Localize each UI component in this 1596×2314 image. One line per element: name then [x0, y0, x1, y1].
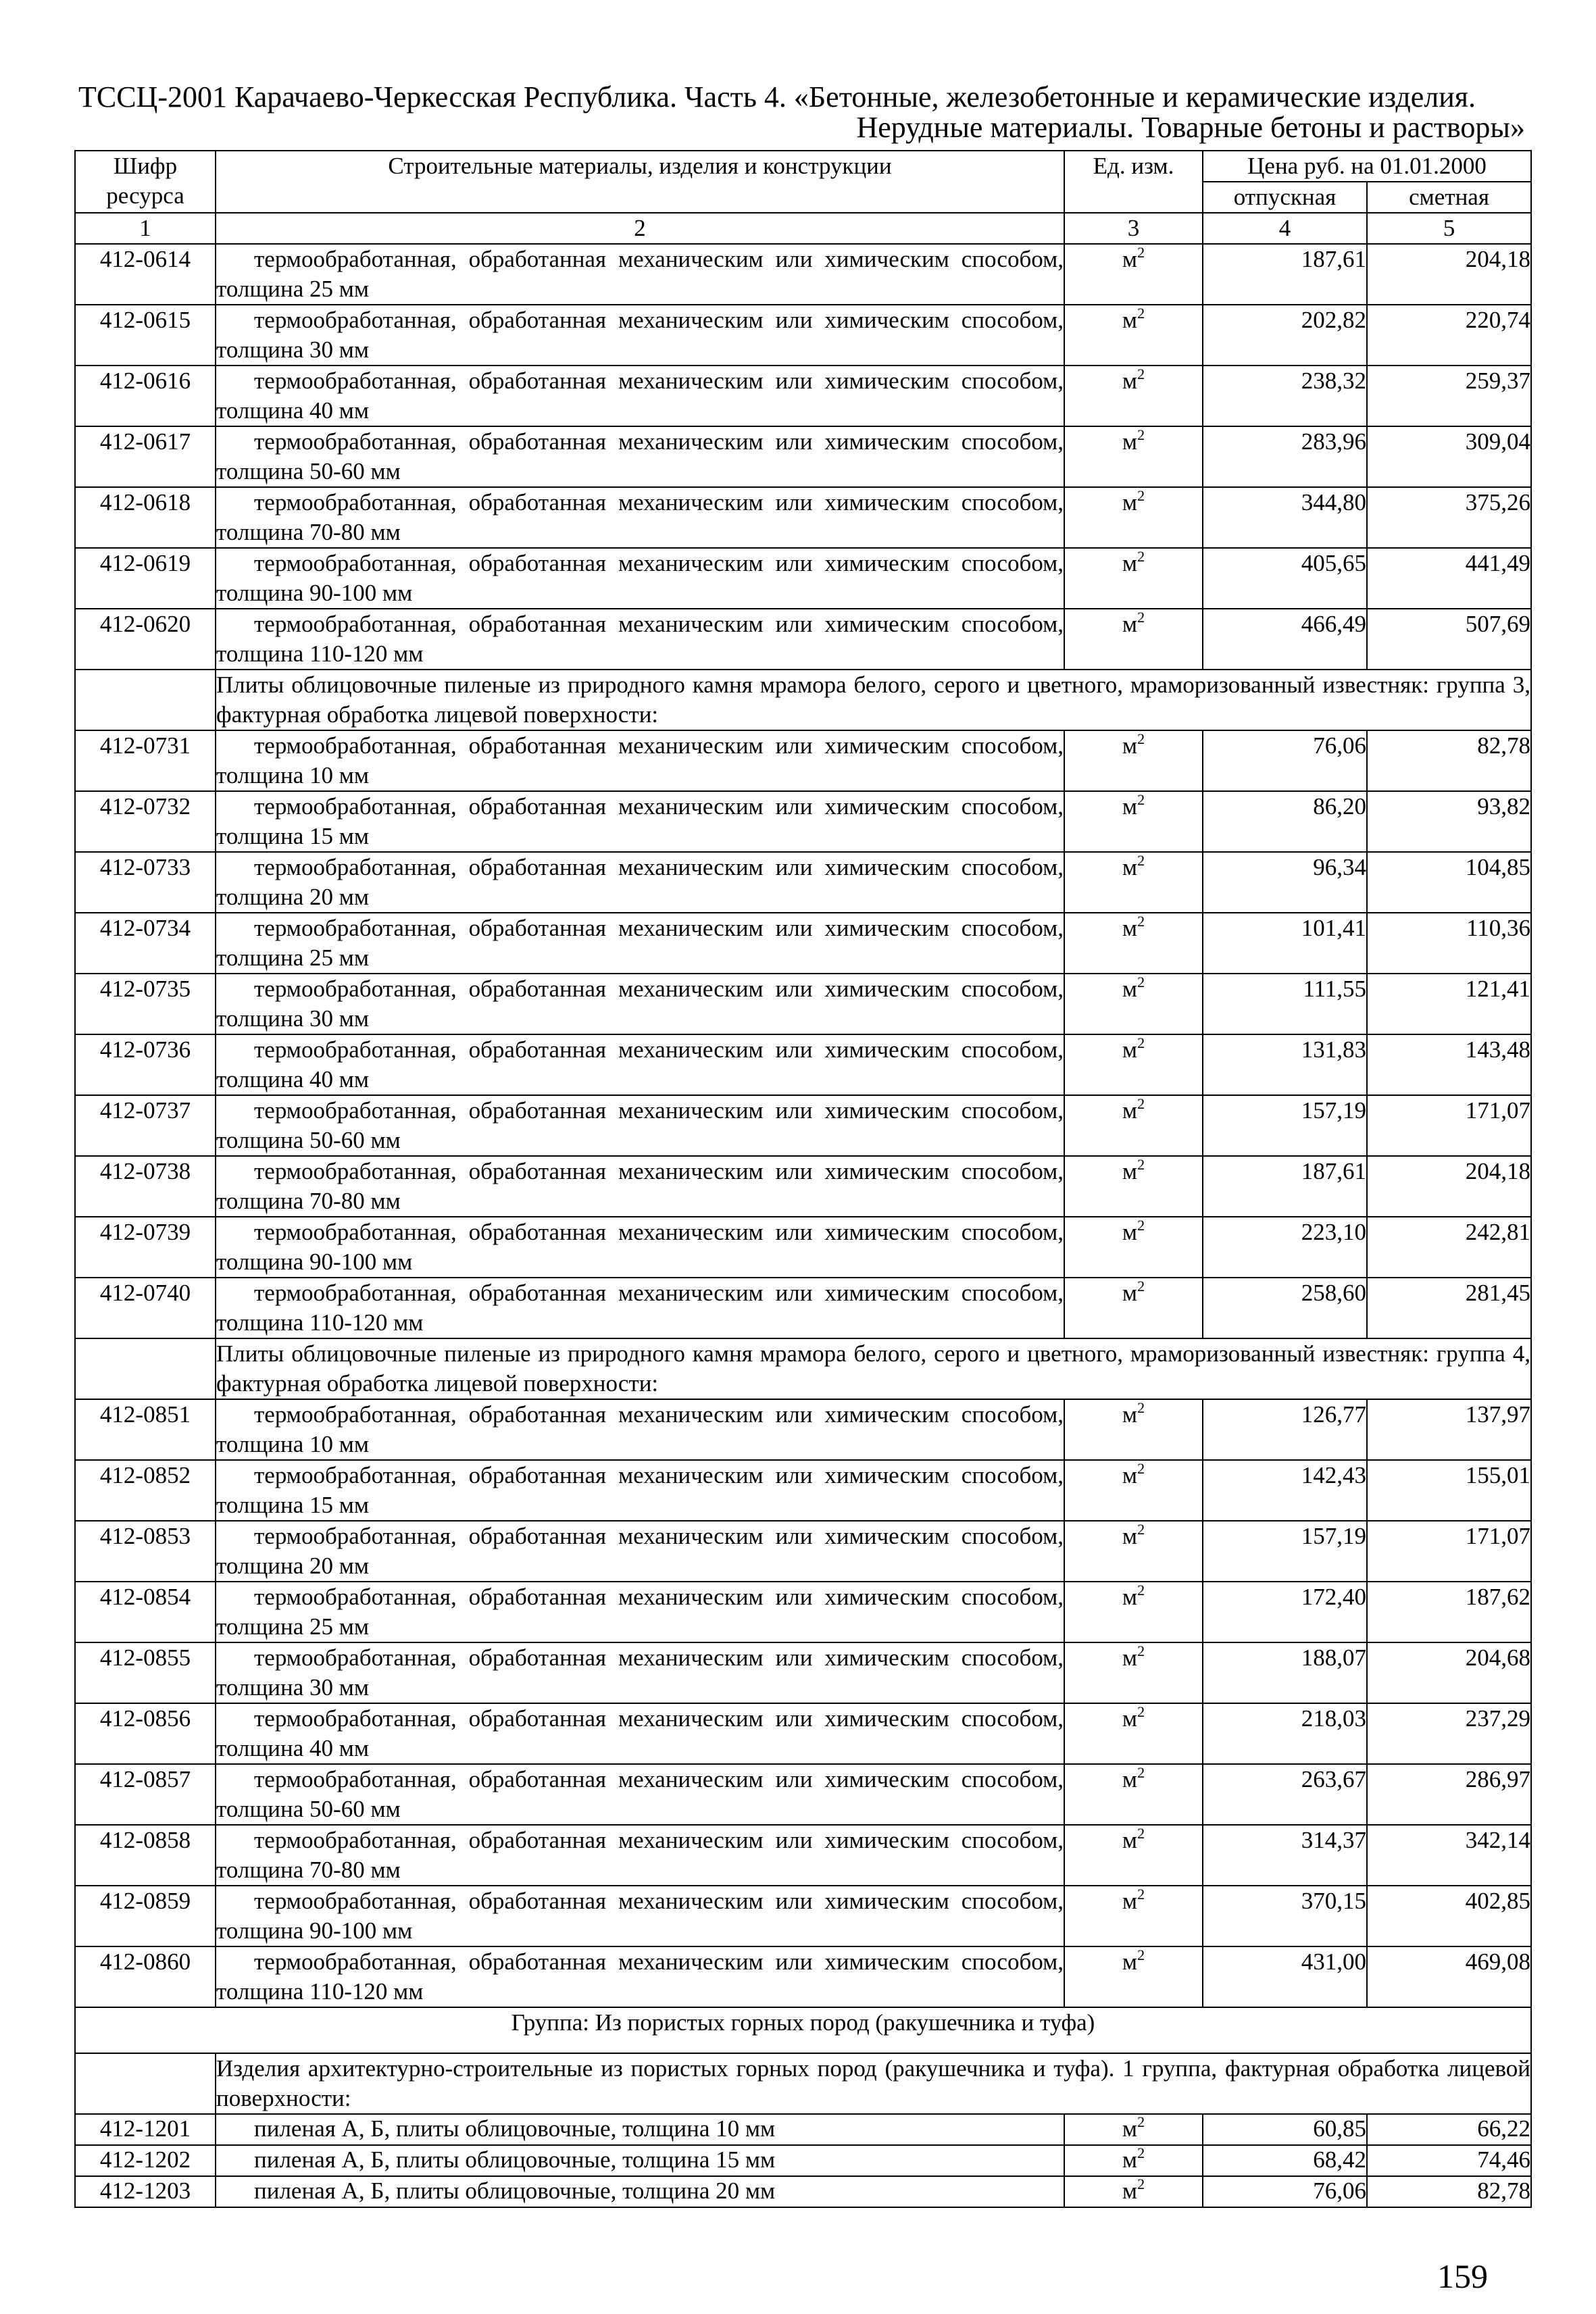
header-price: Цена руб. на 01.01.2000	[1203, 151, 1531, 182]
resource-code: 412-0735	[75, 974, 216, 1034]
estimate-price: 137,97	[1367, 1399, 1531, 1460]
unit-exponent: 2	[1137, 730, 1145, 747]
release-price: 111,55	[1203, 974, 1367, 1034]
table-row	[75, 244, 1531, 305]
table-row	[75, 913, 1531, 974]
unit-text: м	[1122, 2146, 1138, 2173]
item-description	[216, 2114, 1064, 2145]
estimate-price: 187,62	[1367, 1582, 1531, 1642]
estimate-price: 242,81	[1367, 1217, 1531, 1278]
item-description-text: термообработанная, обработанная механическим или химическим способом, толщина 50-60 мм	[216, 428, 1064, 484]
unit-cell	[1064, 1278, 1203, 1338]
unit-text: м	[1122, 489, 1138, 515]
resource-code: 412-0734	[75, 913, 216, 974]
unit-text: м	[1122, 611, 1138, 637]
unit-exponent: 2	[1137, 1703, 1145, 1720]
unit-text: м	[1122, 1705, 1138, 1732]
table-row	[75, 426, 1531, 487]
table-row	[75, 852, 1531, 913]
item-description-text: пиленая А, Б, плиты облицовочные, толщина 10 мм	[254, 2115, 776, 2142]
item-description-text: термообработанная, обработанная механическим или химическим способом, толщина 90-100 мм	[216, 1219, 1064, 1275]
resource-code: 412-0619	[75, 548, 216, 609]
section-row	[75, 670, 1531, 730]
item-description-text: термообработанная, обработанная механическим или химическим способом, толщина 70-80 мм	[216, 1827, 1064, 1883]
resource-code: 412-0858	[75, 1825, 216, 1886]
release-price: 187,61	[1203, 244, 1367, 305]
unit-text: м	[1122, 1158, 1138, 1184]
release-price: 188,07	[1203, 1642, 1367, 1703]
release-price: 157,19	[1203, 1521, 1367, 1582]
unit-cell	[1064, 609, 1203, 670]
item-description-text: термообработанная, обработанная механическим или химическим способом, толщина 10 мм	[216, 732, 1064, 788]
release-price: 86,20	[1203, 791, 1367, 852]
header-name: Строительные материалы, изделия и конструкции	[216, 151, 1064, 213]
unit-cell	[1064, 913, 1203, 974]
estimate-price: 375,26	[1367, 487, 1531, 548]
unit-text: м	[1122, 368, 1138, 394]
unit-text: м	[1122, 915, 1138, 941]
item-description-text: термообработанная, обработанная механическим или химическим способом, толщина 50-60 мм	[216, 1766, 1064, 1822]
col-num-5: 5	[1367, 213, 1531, 244]
item-description-text: термообработанная, обработанная механическим или химическим способом, толщина 70-80 мм	[216, 489, 1064, 545]
estimate-price: 507,69	[1367, 609, 1531, 670]
unit-cell	[1064, 1886, 1203, 1946]
col-num-4: 4	[1203, 213, 1367, 244]
item-description	[216, 487, 1064, 548]
unit-text: м	[1122, 1462, 1138, 1488]
release-price: 187,61	[1203, 1156, 1367, 1217]
unit-cell	[1064, 548, 1203, 609]
item-description-text: термообработанная, обработанная механическим или химическим способом, толщина 30 мм	[216, 307, 1064, 363]
unit-text: м	[1122, 1644, 1138, 1671]
unit-cell	[1064, 1703, 1203, 1764]
unit-text: м	[1122, 1766, 1138, 1792]
unit-text: м	[1122, 2178, 1138, 2204]
item-description	[216, 1399, 1064, 1460]
item-description-text: термообработанная, обработанная механическим или химическим способом, толщина 30 мм	[216, 1644, 1064, 1701]
resource-code: 412-0740	[75, 1278, 216, 1338]
unit-exponent: 2	[1137, 426, 1145, 443]
document-header-line1: ТССЦ-2001 Карачаево-Черкесская Республика. Часть 4. «Бетонные, железобетонные и керамические изделия.	[78, 80, 1476, 114]
release-price: 218,03	[1203, 1703, 1367, 1764]
resource-code: 412-0854	[75, 1582, 216, 1642]
unit-text: м	[1122, 550, 1138, 576]
resource-code: 412-0616	[75, 366, 216, 426]
resource-code: 412-0857	[75, 1764, 216, 1825]
unit-exponent: 2	[1137, 852, 1145, 869]
col-num-3: 3	[1064, 213, 1203, 244]
unit-exponent: 2	[1137, 244, 1145, 261]
estimate-price: 441,49	[1367, 548, 1531, 609]
item-description	[216, 1946, 1064, 2007]
estimate-price: 171,07	[1367, 1521, 1531, 1582]
item-description-text: термообработанная, обработанная механическим или химическим способом, толщина 40 мм	[216, 1036, 1064, 1092]
table-row	[75, 1582, 1531, 1642]
unit-text: м	[1122, 793, 1138, 820]
estimate-price: 309,04	[1367, 426, 1531, 487]
estimate-price: 220,74	[1367, 305, 1531, 366]
item-description	[216, 1642, 1064, 1703]
table-row	[75, 1095, 1531, 1156]
item-description	[216, 1886, 1064, 1946]
release-price: 126,77	[1203, 1399, 1367, 1460]
estimate-price: 74,46	[1367, 2145, 1531, 2176]
resource-code: 412-0860	[75, 1946, 216, 2007]
item-description-text: термообработанная, обработанная механическим или химическим способом, толщина 50-60 мм	[216, 1097, 1064, 1153]
unit-text: м	[1122, 1219, 1138, 1245]
item-description-text: термообработанная, обработанная механическим или химическим способом, толщина 70-80 мм	[216, 1158, 1064, 1214]
unit-text: м	[1122, 428, 1138, 455]
unit-exponent: 2	[1137, 1399, 1145, 1416]
item-description	[216, 730, 1064, 791]
item-description	[216, 548, 1064, 609]
item-description	[216, 2145, 1064, 2176]
item-description	[216, 1278, 1064, 1338]
resource-code: 412-0736	[75, 1034, 216, 1095]
release-price: 405,65	[1203, 548, 1367, 609]
item-description	[216, 244, 1064, 305]
item-description	[216, 1703, 1064, 1764]
item-description-text: пиленая А, Б, плиты облицовочные, толщина 15 мм	[254, 2146, 776, 2173]
resource-code: 412-0732	[75, 791, 216, 852]
unit-cell	[1064, 1460, 1203, 1521]
group-title: Группа: Из пористых горных пород (ракушечника и туфа)	[75, 2007, 1531, 2053]
item-description-text: термообработанная, обработанная механическим или химическим способом, толщина 25 мм	[216, 246, 1064, 302]
unit-text: м	[1122, 2115, 1138, 2142]
unit-cell	[1064, 305, 1203, 366]
section-heading: Изделия архитектурно-строительные из пористых горных пород (ракушечника и туфа). 1 группа, фактурная обработка лицевой поверхности:	[216, 2053, 1531, 2114]
header-unit: Ед. изм.	[1064, 151, 1203, 213]
unit-cell	[1064, 244, 1203, 305]
resource-code: 412-0615	[75, 305, 216, 366]
unit-exponent: 2	[1137, 1460, 1145, 1477]
item-description-text: термообработанная, обработанная механическим или химическим способом, толщина 20 мм	[216, 1523, 1064, 1579]
release-price: 466,49	[1203, 609, 1367, 670]
unit-text: м	[1122, 1280, 1138, 1306]
unit-cell	[1064, 426, 1203, 487]
release-price: 76,06	[1203, 730, 1367, 791]
resource-code: 412-0733	[75, 852, 216, 913]
table-row	[75, 548, 1531, 609]
unit-exponent: 2	[1137, 1278, 1145, 1294]
unit-exponent: 2	[1137, 1946, 1145, 1963]
resource-code: 412-1202	[75, 2145, 216, 2176]
release-price: 68,42	[1203, 2145, 1367, 2176]
table-row	[75, 2145, 1531, 2176]
estimate-price: 204,68	[1367, 1642, 1531, 1703]
release-price: 157,19	[1203, 1095, 1367, 1156]
item-description	[216, 913, 1064, 974]
table-row	[75, 1642, 1531, 1703]
section-row	[75, 1338, 1531, 1399]
unit-cell	[1064, 1825, 1203, 1886]
resource-code: 412-0859	[75, 1886, 216, 1946]
section-spacer	[75, 2053, 216, 2114]
table-row	[75, 1825, 1531, 1886]
unit-exponent: 2	[1137, 913, 1145, 930]
estimate-price: 121,41	[1367, 974, 1531, 1034]
unit-text: м	[1122, 1948, 1138, 1975]
item-description	[216, 1764, 1064, 1825]
estimate-price: 171,07	[1367, 1095, 1531, 1156]
unit-text: м	[1122, 1827, 1138, 1853]
table-row	[75, 2176, 1531, 2207]
resource-code: 412-0737	[75, 1095, 216, 1156]
unit-exponent: 2	[1137, 1034, 1145, 1051]
item-description	[216, 2176, 1064, 2207]
resource-code: 412-0851	[75, 1399, 216, 1460]
estimate-price: 237,29	[1367, 1703, 1531, 1764]
item-description	[216, 1825, 1064, 1886]
estimate-price: 104,85	[1367, 852, 1531, 913]
item-description	[216, 366, 1064, 426]
release-price: 172,40	[1203, 1582, 1367, 1642]
unit-text: м	[1122, 854, 1138, 880]
release-price: 76,06	[1203, 2176, 1367, 2207]
table-row	[75, 1217, 1531, 1278]
unit-exponent: 2	[1137, 366, 1145, 382]
release-price: 258,60	[1203, 1278, 1367, 1338]
unit-exponent: 2	[1137, 1095, 1145, 1112]
resource-code: 412-0731	[75, 730, 216, 791]
table-row	[75, 609, 1531, 670]
table-row	[75, 974, 1531, 1034]
estimate-price: 93,82	[1367, 791, 1531, 852]
header-estimate: сметная	[1367, 182, 1531, 213]
item-description	[216, 426, 1064, 487]
unit-text: м	[1122, 246, 1138, 272]
table-header-row	[75, 151, 1531, 182]
table-row	[75, 305, 1531, 366]
unit-cell	[1064, 366, 1203, 426]
unit-cell	[1064, 1034, 1203, 1095]
unit-exponent: 2	[1137, 2175, 1145, 2192]
unit-cell	[1064, 1095, 1203, 1156]
release-price: 431,00	[1203, 1946, 1367, 2007]
table-row	[75, 1703, 1531, 1764]
unit-cell	[1064, 1582, 1203, 1642]
resource-code: 412-0617	[75, 426, 216, 487]
release-price: 101,41	[1203, 913, 1367, 974]
table-row	[75, 1399, 1531, 1460]
estimate-price: 110,36	[1367, 913, 1531, 974]
table-row	[75, 487, 1531, 548]
resource-code: 412-0618	[75, 487, 216, 548]
section-spacer	[75, 1338, 216, 1399]
resource-code: 412-0739	[75, 1217, 216, 1278]
table-row	[75, 1460, 1531, 1521]
unit-exponent: 2	[1137, 487, 1145, 504]
unit-exponent: 2	[1137, 1582, 1145, 1599]
unit-exponent: 2	[1137, 2144, 1145, 2161]
unit-text: м	[1122, 976, 1138, 1002]
table-row	[75, 730, 1531, 791]
unit-cell	[1064, 2176, 1203, 2207]
item-description-text: термообработанная, обработанная механическим или химическим способом, толщина 15 мм	[216, 1462, 1064, 1518]
release-price: 202,82	[1203, 305, 1367, 366]
resource-code: 412-0620	[75, 609, 216, 670]
table-row	[75, 1946, 1531, 2007]
unit-exponent: 2	[1137, 305, 1145, 322]
item-description	[216, 791, 1064, 852]
price-table	[74, 150, 1532, 2208]
unit-cell	[1064, 1521, 1203, 1582]
item-description	[216, 1460, 1064, 1521]
item-description	[216, 305, 1064, 366]
resource-code: 412-0738	[75, 1156, 216, 1217]
release-price: 142,43	[1203, 1460, 1367, 1521]
column-number-row	[75, 213, 1531, 244]
estimate-price: 204,18	[1367, 244, 1531, 305]
unit-text: м	[1122, 1097, 1138, 1124]
col-num-2: 2	[216, 213, 1064, 244]
release-price: 344,80	[1203, 487, 1367, 548]
release-price: 131,83	[1203, 1034, 1367, 1095]
header-release: отпускная	[1203, 182, 1367, 213]
unit-exponent: 2	[1137, 791, 1145, 808]
unit-cell	[1064, 852, 1203, 913]
estimate-price: 342,14	[1367, 1825, 1531, 1886]
table-row	[75, 1764, 1531, 1825]
release-price: 283,96	[1203, 426, 1367, 487]
item-description-text: термообработанная, обработанная механическим или химическим способом, толщина 110-120 мм	[216, 611, 1064, 667]
estimate-price: 286,97	[1367, 1764, 1531, 1825]
section-heading: Плиты облицовочные пиленые из природного камня мрамора белого, серого и цветного, мраморизованный известняк: группа 4, фактурная обработка лицевой поверхности:	[216, 1338, 1531, 1399]
release-price: 370,15	[1203, 1886, 1367, 1946]
unit-text: м	[1122, 1888, 1138, 1914]
unit-exponent: 2	[1137, 1886, 1145, 1903]
resource-code: 412-1201	[75, 2114, 216, 2145]
unit-cell	[1064, 1946, 1203, 2007]
unit-exponent: 2	[1137, 1764, 1145, 1781]
release-price: 60,85	[1203, 2114, 1367, 2145]
item-description	[216, 609, 1064, 670]
resource-code: 412-0853	[75, 1521, 216, 1582]
unit-cell	[1064, 1764, 1203, 1825]
estimate-price: 281,45	[1367, 1278, 1531, 1338]
table-row	[75, 1156, 1531, 1217]
release-price: 314,37	[1203, 1825, 1367, 1886]
table-body	[75, 244, 1531, 2207]
section-row	[75, 2053, 1531, 2114]
table-row	[75, 2114, 1531, 2145]
unit-cell	[1064, 791, 1203, 852]
release-price: 96,34	[1203, 852, 1367, 913]
section-spacer	[75, 670, 216, 730]
table-row	[75, 366, 1531, 426]
group-row	[75, 2007, 1531, 2053]
resource-code: 412-0855	[75, 1642, 216, 1703]
item-description-text: термообработанная, обработанная механическим или химическим способом, толщина 90-100 мм	[216, 550, 1064, 606]
header-code: Шифр ресурса	[75, 151, 216, 213]
item-description-text: термообработанная, обработанная механическим или химическим способом, толщина 25 мм	[216, 1584, 1064, 1640]
unit-cell	[1064, 1217, 1203, 1278]
unit-exponent: 2	[1137, 1825, 1145, 1842]
unit-text: м	[1122, 732, 1138, 759]
page-number: 159	[1437, 2257, 1488, 2295]
unit-cell	[1064, 487, 1203, 548]
item-description	[216, 1521, 1064, 1582]
item-description	[216, 1095, 1064, 1156]
estimate-price: 204,18	[1367, 1156, 1531, 1217]
section-heading: Плиты облицовочные пиленые из природного камня мрамора белого, серого и цветного, мраморизованный известняк: группа 3, фактурная обработка лицевой поверхности:	[216, 670, 1531, 730]
item-description	[216, 1156, 1064, 1217]
item-description	[216, 1217, 1064, 1278]
item-description	[216, 1582, 1064, 1642]
resource-code: 412-0614	[75, 244, 216, 305]
unit-cell	[1064, 2145, 1203, 2176]
table-row	[75, 1034, 1531, 1095]
item-description-text: термообработанная, обработанная механическим или химическим способом, толщина 40 мм	[216, 1705, 1064, 1761]
unit-exponent: 2	[1137, 1642, 1145, 1659]
table-row	[75, 1278, 1531, 1338]
item-description-text: термообработанная, обработанная механическим или химическим способом, толщина 25 мм	[216, 915, 1064, 971]
item-description-text: термообработанная, обработанная механическим или химическим способом, толщина 10 мм	[216, 1401, 1064, 1457]
estimate-price: 402,85	[1367, 1886, 1531, 1946]
item-description-text: термообработанная, обработанная механическим или химическим способом, толщина 110-120 мм	[216, 1280, 1064, 1336]
estimate-price: 469,08	[1367, 1946, 1531, 2007]
unit-cell	[1064, 730, 1203, 791]
unit-exponent: 2	[1137, 2113, 1145, 2130]
unit-exponent: 2	[1137, 1521, 1145, 1538]
unit-text: м	[1122, 1401, 1138, 1428]
table-row	[75, 1521, 1531, 1582]
item-description	[216, 852, 1064, 913]
table-row	[75, 1886, 1531, 1946]
item-description-text: термообработанная, обработанная механическим или химическим способом, толщина 15 мм	[216, 793, 1064, 849]
release-price: 238,32	[1203, 366, 1367, 426]
item-description-text: термообработанная, обработанная механическим или химическим способом, толщина 30 мм	[216, 976, 1064, 1032]
unit-text: м	[1122, 307, 1138, 333]
estimate-price: 66,22	[1367, 2114, 1531, 2145]
resource-code: 412-0856	[75, 1703, 216, 1764]
unit-cell	[1064, 2114, 1203, 2145]
unit-cell	[1064, 1642, 1203, 1703]
unit-cell	[1064, 974, 1203, 1034]
estimate-price: 155,01	[1367, 1460, 1531, 1521]
unit-cell	[1064, 1399, 1203, 1460]
item-description-text: пиленая А, Б, плиты облицовочные, толщина 20 мм	[254, 2178, 776, 2204]
release-price: 223,10	[1203, 1217, 1367, 1278]
unit-text: м	[1122, 1584, 1138, 1610]
release-price: 263,67	[1203, 1764, 1367, 1825]
unit-exponent: 2	[1137, 609, 1145, 626]
unit-text: м	[1122, 1523, 1138, 1549]
resource-code: 412-0852	[75, 1460, 216, 1521]
table-row	[75, 791, 1531, 852]
item-description	[216, 1034, 1064, 1095]
resource-code: 412-1203	[75, 2176, 216, 2207]
unit-exponent: 2	[1137, 548, 1145, 565]
item-description-text: термообработанная, обработанная механическим или химическим способом, толщина 90-100 мм	[216, 1888, 1064, 1944]
col-num-1: 1	[75, 213, 216, 244]
estimate-price: 143,48	[1367, 1034, 1531, 1095]
estimate-price: 82,78	[1367, 2176, 1531, 2207]
estimate-price: 82,78	[1367, 730, 1531, 791]
unit-text: м	[1122, 1036, 1138, 1063]
unit-exponent: 2	[1137, 1217, 1145, 1234]
document-header-line2: Нерудные материалы. Товарные бетоны и растворы»	[856, 111, 1525, 144]
item-description-text: термообработанная, обработанная механическим или химическим способом, толщина 20 мм	[216, 854, 1064, 910]
item-description-text: термообработанная, обработанная механическим или химическим способом, толщина 110-120 мм	[216, 1948, 1064, 2005]
estimate-price: 259,37	[1367, 366, 1531, 426]
item-description	[216, 974, 1064, 1034]
unit-exponent: 2	[1137, 974, 1145, 990]
item-description-text: термообработанная, обработанная механическим или химическим способом, толщина 40 мм	[216, 368, 1064, 424]
unit-cell	[1064, 1156, 1203, 1217]
unit-exponent: 2	[1137, 1156, 1145, 1173]
